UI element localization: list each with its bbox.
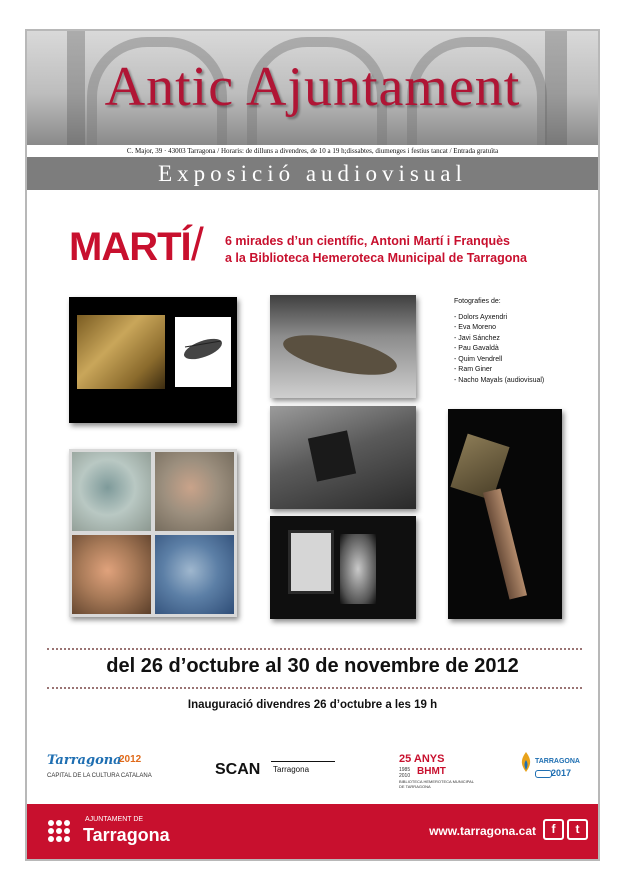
photo-hand-holding-book bbox=[448, 409, 562, 619]
logo-bhmt-years: 25 ANYS bbox=[399, 753, 445, 765]
photo-old-book bbox=[270, 406, 416, 509]
header-banner bbox=[27, 31, 598, 145]
org-name-line1: AJUNTAMENT DE bbox=[85, 816, 144, 823]
photo-figure bbox=[340, 534, 376, 604]
photo-leaf bbox=[175, 317, 231, 387]
facebook-icon[interactable]: f bbox=[543, 819, 564, 840]
exhibit-subtitle bbox=[225, 233, 527, 267]
photo-straw bbox=[77, 315, 165, 389]
logo-scan-name: SCAN bbox=[215, 761, 261, 778]
logo-tarragona-2012-year: 2012 bbox=[119, 754, 142, 765]
leaf-on-page-drawing bbox=[270, 295, 416, 398]
photo-book-page bbox=[270, 295, 416, 398]
credits-item: - Ram Giner bbox=[454, 366, 493, 373]
photo-arm bbox=[483, 488, 527, 599]
logo-games-year: 2017 bbox=[551, 768, 572, 778]
flame-icon bbox=[517, 750, 535, 774]
logo-bhmt bbox=[399, 753, 477, 793]
credits-item: - Dolors Ayxendri bbox=[454, 313, 508, 321]
logo-bhmt-range: 1985 2010 bbox=[399, 767, 411, 779]
photo-botanical-teal bbox=[72, 452, 151, 531]
photo-window bbox=[288, 530, 334, 594]
credits-item: - Nacho Mayals (audiovisual) bbox=[454, 376, 545, 384]
website-link[interactable]: www.tarragona.cat bbox=[429, 824, 536, 838]
poster bbox=[25, 29, 600, 861]
dotted-divider bbox=[47, 648, 582, 650]
photo-botanical-grid bbox=[69, 449, 237, 617]
title-separator: / bbox=[191, 218, 204, 270]
exhibition-type: Exposició audiovisual bbox=[27, 157, 598, 190]
photo-botanical-orange bbox=[72, 535, 151, 614]
logo-scan bbox=[215, 761, 337, 783]
venue-address: C. Major, 39 · 43003 Tarragona / Horaris: de dilluns a divendres, de 10 a 19 h;dissabtes, diumenges i festius tancat / Entrada gratuïta bbox=[126, 147, 499, 155]
credits-item: - Eva Moreno bbox=[454, 324, 497, 331]
credits-item: - Quim Vendrell bbox=[454, 355, 503, 363]
logo-bhmt-acronym: BHMT bbox=[417, 766, 446, 777]
twitter-icon[interactable]: t bbox=[567, 819, 588, 840]
dotted-divider bbox=[47, 687, 582, 689]
inauguration-info: Inauguració divendres 26 d’octubre a les 19 h bbox=[187, 699, 438, 711]
photo-straw-and-leaf bbox=[69, 297, 237, 423]
exhibit-name: MARTÍ bbox=[69, 225, 191, 269]
photo-window-scene bbox=[270, 516, 416, 619]
credits-item: - Javi Sánchez bbox=[454, 334, 500, 342]
leaf-drawing bbox=[175, 317, 231, 387]
exhibit-subtitle-line1: 6 mirades d’un científic, Antoni Martí i Franquès bbox=[225, 234, 510, 248]
exhibition-dates: del 26 d’octubre al 30 de novembre de 2012 bbox=[106, 655, 519, 677]
logo-games-city: TARRAGONA bbox=[535, 758, 580, 765]
olympic-rings-icon bbox=[535, 770, 552, 778]
logo-tarragona-2012-tagline: CAPITAL DE LA CULTURA CATALANA bbox=[47, 773, 152, 779]
photo-book-shape bbox=[308, 430, 356, 481]
logo-tarragona-2012 bbox=[47, 751, 157, 791]
credits-title: Fotografies de: bbox=[454, 298, 501, 305]
logo-scan-rule bbox=[271, 761, 335, 762]
credits-item: - Pau Gavaldà bbox=[454, 345, 499, 352]
logo-scan-city: Tarragona bbox=[273, 765, 310, 774]
footer-band bbox=[27, 804, 598, 859]
org-name-line2: Tarragona bbox=[83, 825, 170, 845]
logo-bhmt-name: BIBLIOTECA HEMEROTECA MUNICIPAL DE TARRAGONA bbox=[399, 779, 474, 789]
photo-credits bbox=[454, 297, 544, 386]
photo-botanical-sepia bbox=[155, 452, 234, 531]
logo-tarragona-2012-name: Tarragona bbox=[47, 753, 122, 768]
exhibit-subtitle-line2: a la Biblioteca Hemeroteca Municipal de Tarragona bbox=[225, 251, 527, 265]
venue-title: Antic Ajuntament bbox=[104, 56, 521, 118]
photo-botanical-blue bbox=[155, 535, 234, 614]
ajuntament-emblem-icon bbox=[45, 817, 73, 845]
logo-tarragona-2017 bbox=[517, 746, 579, 794]
